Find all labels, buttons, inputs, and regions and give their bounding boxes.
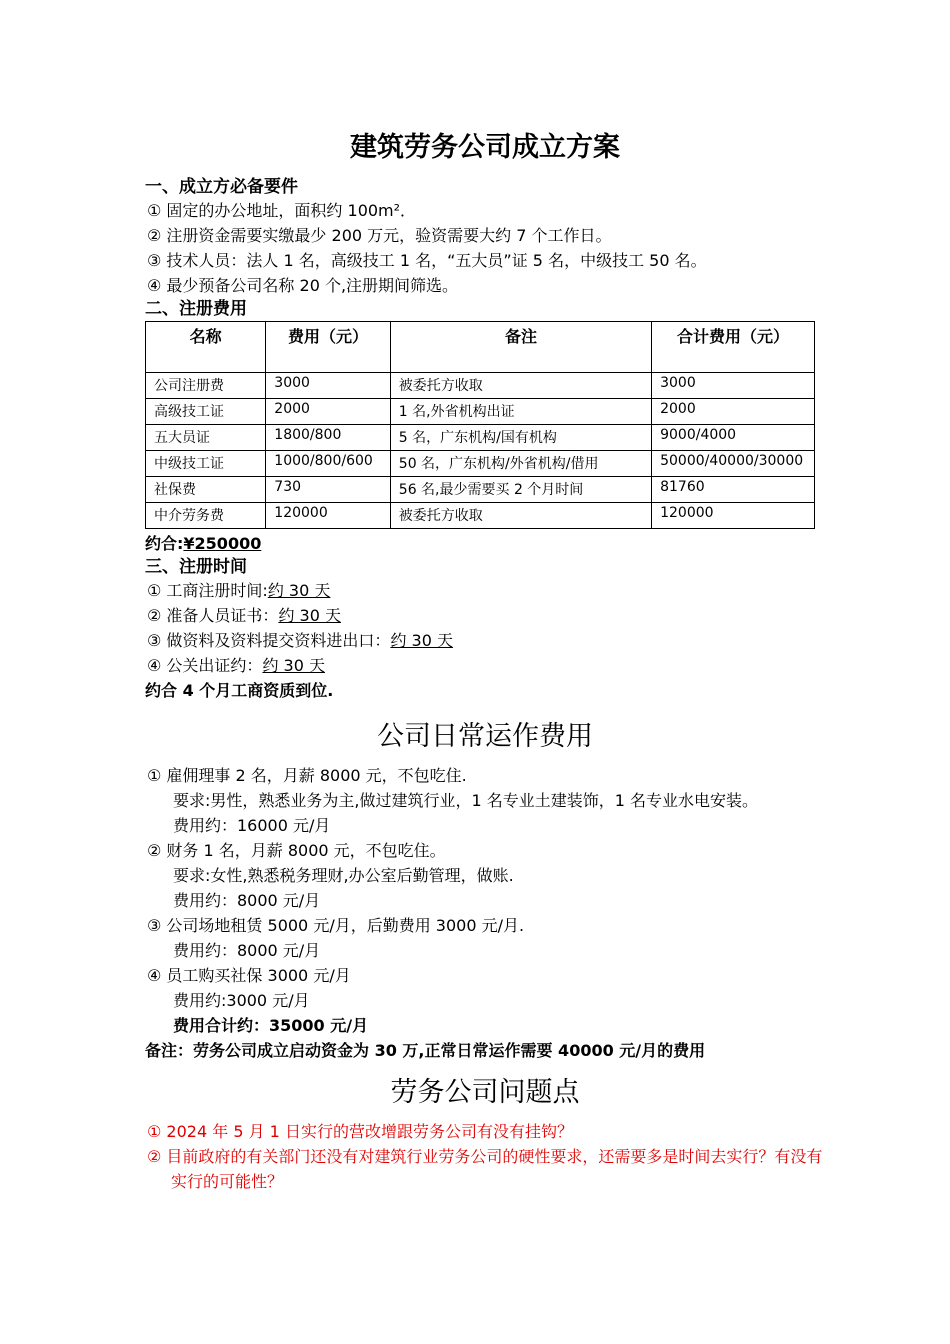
timeline-item (145, 653, 825, 678)
ops-requirement: 要求:男性，熟悉业务为主,做过建筑行业，1 名专业土建装饰，1 名专业水电安装。 (173, 791, 759, 810)
timeline-value: 约 30 天 (278, 606, 341, 625)
table-cell: 9000/4000 (652, 425, 815, 451)
header-name: 名称 (146, 322, 266, 373)
section2-heading: 二、注册费用 (145, 299, 247, 319)
timeline-label: ④ 公关出证约： (147, 656, 263, 675)
ops-item: ④ 员工购买社保 3000 元/月 (147, 966, 351, 985)
section1-heading: 一、成立方必备要件 (145, 177, 298, 197)
table-cell: 被委托方收取 (390, 373, 651, 399)
table-row (146, 477, 815, 503)
timeline-item (145, 603, 825, 628)
table-row (146, 373, 815, 399)
total-value: ¥250000 (183, 534, 262, 553)
timeline-label: ① 工商注册时间: (147, 581, 268, 600)
ops-item: ③ 公司场地租赁 5000 元/月，后勤费用 3000 元/月. (147, 916, 525, 935)
table-cell: 730 (266, 477, 391, 503)
timeline-value: 约 30 天 (390, 631, 453, 650)
table-cell: 1000/800/600 (266, 451, 391, 477)
header-total: 合计费用（元） (652, 322, 815, 373)
timeline-label: ③ 做资料及资料提交资料进出口： (147, 631, 391, 650)
table-cell: 公司注册费 (146, 373, 266, 399)
table-header-row (146, 322, 815, 373)
table-row (146, 451, 815, 477)
issue-item: ② 目前政府的有关部门还没有对建筑行业劳务公司的硬性要求，还需要多是时间去实行？有没有实行的可能性？ (147, 1147, 823, 1191)
table-cell: 五大员证 (146, 425, 266, 451)
table-cell: 1800/800 (266, 425, 391, 451)
page-title: 建筑劳务公司成立方案 (350, 132, 620, 163)
ops-cost: 费用约：16000 元/月 (173, 816, 331, 835)
section3-heading: 三、注册时间 (145, 557, 247, 577)
table-cell: 2000 (266, 399, 391, 425)
ops-title: 公司日常运作费用 (377, 721, 593, 752)
ops-cost: 费用约：8000 元/月 (173, 941, 321, 960)
timeline-item (145, 578, 825, 603)
issues-title: 劳务公司问题点 (390, 1077, 580, 1108)
ops-total: 费用合计约：35000 元/月 (173, 1016, 369, 1035)
ops-cost: 费用约:3000 元/月 (173, 991, 310, 1010)
ops-cost: 费用约：8000 元/月 (173, 891, 321, 910)
total-label: 约合: (145, 534, 184, 553)
requirement-item: ② 注册资金需要实缴最少 200 万元，验资需要大约 7 个工作日。 (147, 226, 612, 245)
table-cell: 50000/40000/30000 (652, 451, 815, 477)
timeline-label: ② 准备人员证书： (147, 606, 279, 625)
table-cell: 3000 (652, 373, 815, 399)
table-cell: 高级技工证 (146, 399, 266, 425)
timeline-item (145, 628, 825, 653)
timeline-value: 约 30 天 (267, 581, 331, 600)
timeline-value: 约 30 天 (262, 656, 325, 675)
table-cell: 中级技工证 (146, 451, 266, 477)
requirement-item: ③ 技术人员：法人 1 名，高级技工 1 名，“五大员”证 5 名，中级技工 50 名。 (147, 251, 707, 270)
table-row (146, 399, 815, 425)
table-cell: 56 名,最少需要买 2 个月时间 (390, 477, 651, 503)
table-cell: 120000 (266, 503, 391, 529)
ops-item: ① 雇佣理事 2 名，月薪 8000 元，不包吃住. (147, 766, 467, 785)
table-cell: 中介劳务费 (146, 503, 266, 529)
requirement-item: ④ 最少预备公司名称 20 个,注册期间筛选。 (147, 276, 459, 295)
registration-total (145, 531, 825, 556)
table-cell: 被委托方收取 (390, 503, 651, 529)
table-cell: 120000 (652, 503, 815, 529)
table-cell: 3000 (266, 373, 391, 399)
document-body (145, 128, 825, 1194)
header-note: 备注 (390, 322, 651, 373)
table-row (146, 503, 815, 529)
requirement-item: ① 固定的办公地址，面积约 100m²． (147, 201, 417, 220)
timeline-summary: 约合 4 个月工商资质到位. (145, 681, 334, 700)
registration-fee-table (145, 321, 815, 529)
table-cell: 5 名，广东机构/国有机构 (390, 425, 651, 451)
table-cell: 81760 (652, 477, 815, 503)
ops-item: ② 财务 1 名，月薪 8000 元，不包吃住。 (147, 841, 446, 860)
table-cell: 1 名,外省机构出证 (390, 399, 651, 425)
issue-item: ① 2024 年 5 月 1 日实行的营改增跟劳务公司有没有挂钩？ (147, 1122, 573, 1141)
table-cell: 50 名，广东机构/外省机构/借用 (390, 451, 651, 477)
header-fee: 费用（元） (266, 322, 391, 373)
table-row (146, 425, 815, 451)
ops-requirement: 要求:女性,熟悉税务理财,办公室后勤管理，做账. (173, 866, 514, 885)
table-cell: 2000 (652, 399, 815, 425)
ops-note: 备注：劳务公司成立启动资金为 30 万,正常日常运作需要 40000 元/月的费用 (145, 1041, 706, 1060)
table-cell: 社保费 (146, 477, 266, 503)
